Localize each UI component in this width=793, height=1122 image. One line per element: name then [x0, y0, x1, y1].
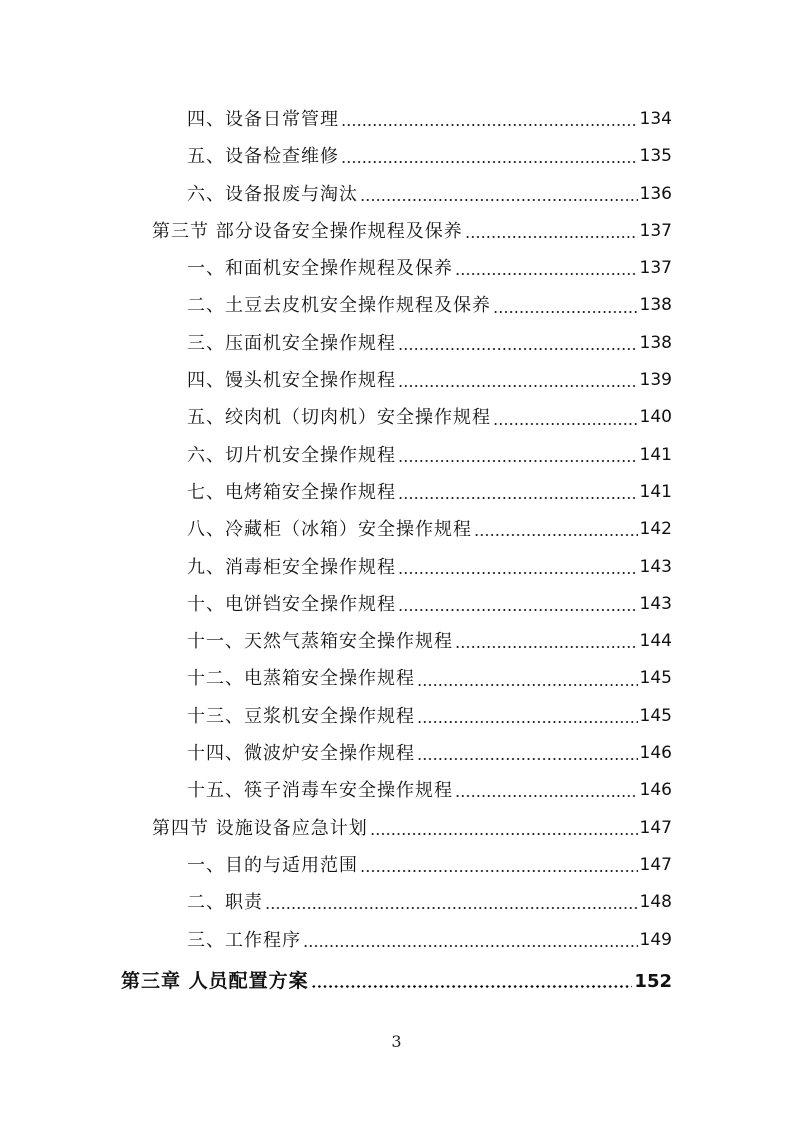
toc-entry-page: 138: [639, 332, 672, 353]
toc-entry-label: 十四、微波炉安全操作规程: [187, 743, 415, 765]
toc-entry[interactable]: [0, 474, 793, 511]
toc-entry[interactable]: [0, 772, 793, 809]
toc-section-entry[interactable]: [0, 810, 793, 847]
toc-entry-label: 五、绞肉机（切肉机）安全操作规程: [187, 407, 491, 429]
toc-entry[interactable]: [0, 847, 793, 884]
toc-entry-label: 第三章 人员配置方案: [121, 969, 309, 992]
toc-entry-label: 六、设备报废与淘汰: [187, 183, 358, 205]
toc-entry-label: 七、电烤箱安全操作规程: [187, 481, 396, 503]
toc-dot-leader: [417, 721, 638, 723]
toc-dot-leader: [341, 161, 638, 163]
toc-entry-page: 141: [639, 444, 672, 465]
toc-entry[interactable]: [0, 884, 793, 921]
toc-entry-label: 二、土豆去皮机安全操作规程及保养: [187, 295, 491, 317]
toc-dot-leader: [493, 311, 638, 313]
toc-entry-page: 146: [639, 743, 672, 764]
toc-entry-label: 十一、天然气蒸箱安全操作规程: [187, 631, 453, 653]
toc-entry[interactable]: [0, 287, 793, 324]
page-number: 3: [391, 1032, 402, 1051]
toc-entry-page: 149: [639, 929, 672, 950]
toc-dot-leader: [398, 385, 638, 387]
toc-entry-label: 五、设备检查维修: [187, 146, 339, 168]
toc-entry-page: 134: [639, 109, 672, 129]
toc-entry-label: 一、目的与适用范围: [187, 854, 358, 876]
toc-section-entry[interactable]: [0, 213, 793, 250]
toc-chapter-entry[interactable]: [0, 963, 793, 1000]
toc-entry-page: 145: [639, 705, 672, 726]
toc-entry[interactable]: [0, 660, 793, 697]
toc-entry-label: 三、工作程序: [187, 929, 301, 951]
toc-dot-leader: [398, 348, 638, 350]
toc-dot-leader: [303, 945, 638, 947]
toc-entry-page: 147: [639, 854, 672, 875]
toc-entry-page: 145: [639, 668, 672, 689]
toc-dot-leader: [455, 795, 638, 797]
toc-entry-page: 143: [639, 593, 672, 614]
toc-entry[interactable]: [0, 922, 793, 959]
toc-dot-leader: [474, 534, 638, 536]
toc-entry-page: 137: [639, 220, 672, 241]
toc-entry[interactable]: [0, 399, 793, 436]
toc-dot-leader: [455, 273, 638, 275]
toc-entry[interactable]: [0, 362, 793, 399]
toc-dot-leader: [370, 833, 638, 835]
toc-entry[interactable]: [0, 138, 793, 175]
toc-entry[interactable]: [0, 325, 793, 362]
toc-entry-label: 四、设备日常管理: [187, 109, 339, 130]
toc-entry-label: 三、压面机安全操作规程: [187, 332, 396, 354]
toc-entry[interactable]: [0, 586, 793, 623]
toc-entry[interactable]: [0, 623, 793, 660]
toc-entry-page: 147: [639, 817, 672, 838]
toc-entry[interactable]: [0, 698, 793, 735]
toc-dot-leader: [455, 646, 638, 648]
toc-entry-label: 九、消毒柜安全操作规程: [187, 556, 396, 578]
toc-entry[interactable]: [0, 735, 793, 772]
toc-entry-label: 第四节 设施设备应急计划: [152, 817, 368, 839]
toc-entry[interactable]: [0, 511, 793, 548]
toc-entry-label: 第三节 部分设备安全操作规程及保养: [152, 220, 463, 242]
toc-entry-label: 十五、筷子消毒车安全操作规程: [187, 780, 453, 802]
toc-dot-leader: [398, 609, 638, 611]
toc-dot-leader: [417, 758, 638, 760]
toc-entry-label: 十二、电蒸箱安全操作规程: [187, 668, 415, 690]
toc-entry[interactable]: [0, 549, 793, 586]
toc-entry-label: 六、切片机安全操作规程: [187, 444, 396, 466]
toc-entry-label: 四、馒头机安全操作规程: [187, 370, 396, 392]
toc-entry-page: 142: [639, 519, 672, 540]
table-of-contents: [0, 101, 793, 1000]
toc-dot-leader: [417, 684, 638, 686]
toc-entry[interactable]: [0, 176, 793, 213]
toc-entry-page: 148: [639, 892, 672, 913]
toc-entry[interactable]: [0, 101, 793, 138]
toc-entry-page: 141: [639, 481, 672, 502]
toc-entry[interactable]: [0, 437, 793, 474]
toc-entry-page: 136: [639, 183, 672, 204]
toc-dot-leader: [311, 985, 633, 988]
toc-entry-label: 十三、豆浆机安全操作规程: [187, 705, 415, 727]
toc-entry-label: 十、电饼铛安全操作规程: [187, 593, 396, 615]
toc-entry[interactable]: [0, 250, 793, 287]
toc-entry-page: 138: [639, 295, 672, 316]
toc-dot-leader: [360, 199, 638, 201]
toc-entry-page: 140: [639, 407, 672, 428]
toc-dot-leader: [398, 572, 638, 574]
toc-entry-page: 137: [639, 258, 672, 279]
toc-dot-leader: [341, 124, 638, 126]
toc-dot-leader: [398, 497, 638, 499]
toc-entry-page: 139: [639, 370, 672, 391]
toc-dot-leader: [265, 907, 638, 909]
toc-entry-label: 二、职责: [187, 892, 263, 914]
toc-dot-leader: [360, 870, 638, 872]
toc-dot-leader: [465, 236, 638, 238]
toc-entry-page: 146: [639, 780, 672, 801]
toc-entry-label: 一、和面机安全操作规程及保养: [187, 258, 453, 280]
toc-dot-leader: [398, 460, 638, 462]
toc-entry-page: 144: [639, 631, 672, 652]
toc-entry-label: 八、冷藏柜（冰箱）安全操作规程: [187, 519, 472, 541]
toc-dot-leader: [493, 423, 638, 425]
toc-entry-page: 143: [639, 556, 672, 577]
toc-entry-page: 152: [634, 970, 672, 992]
toc-entry-page: 135: [639, 146, 672, 167]
